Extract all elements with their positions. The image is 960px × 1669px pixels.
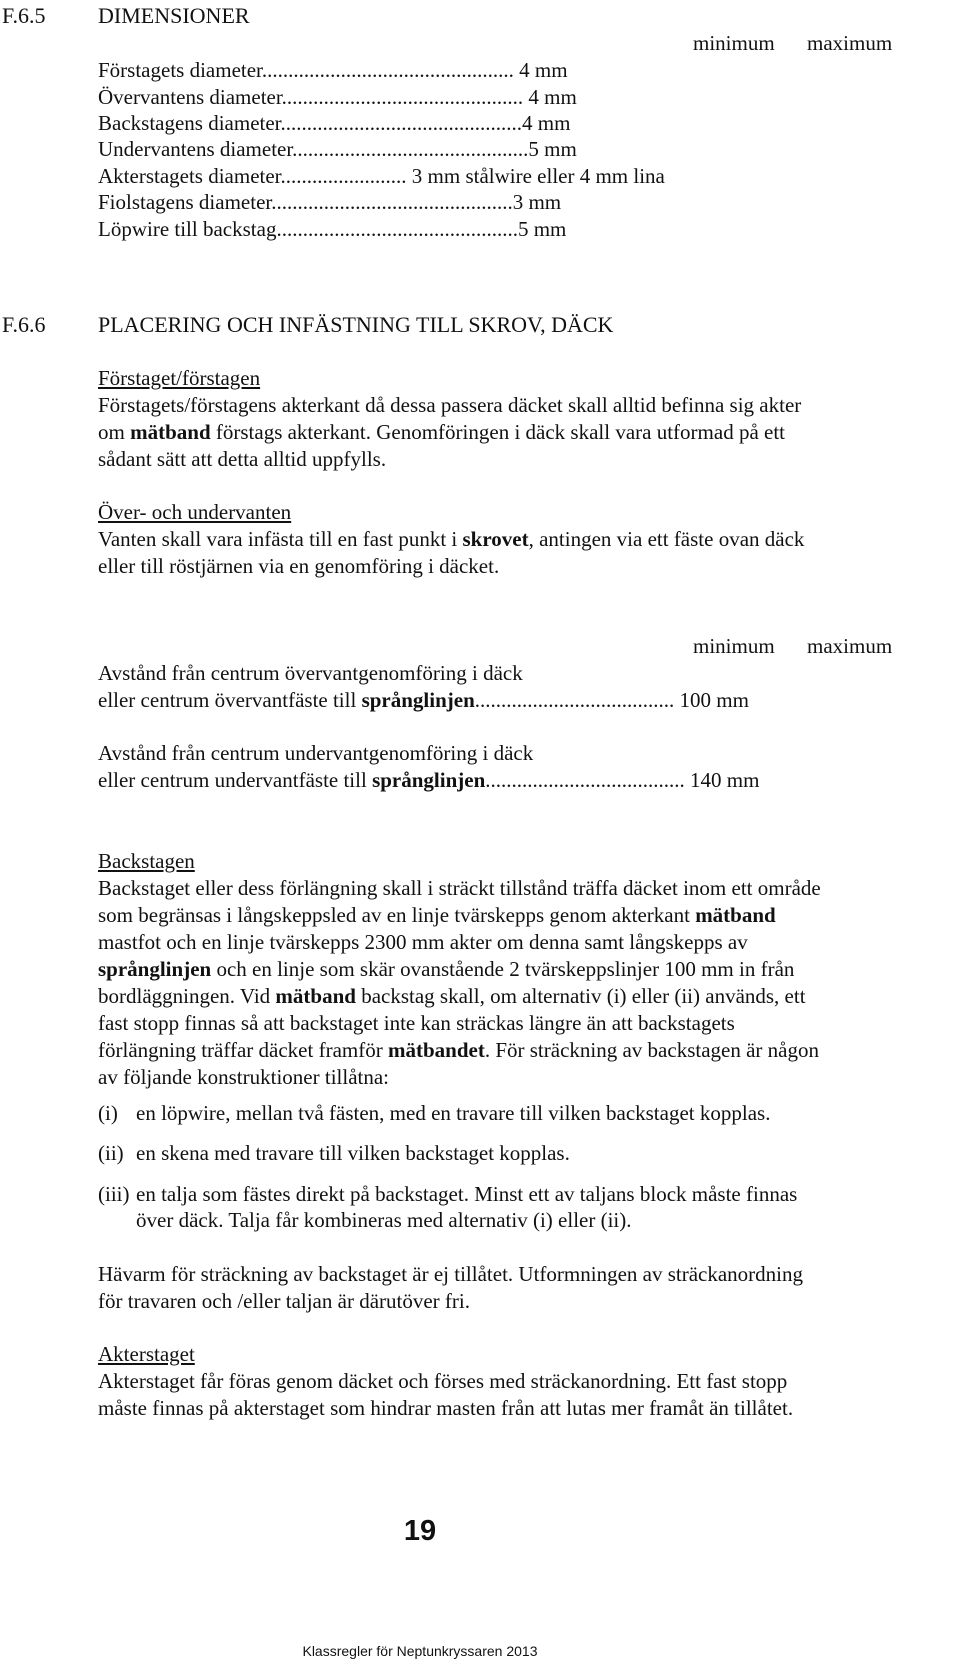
text-line: sådant sätt att detta alltid uppfylls.	[98, 447, 387, 471]
subheading-forstaget: Förstaget/förstagen	[98, 366, 261, 390]
dimension-row: Löpwire till backstag..............................................5 mm	[98, 217, 567, 241]
text-line: av följande konstruktioner tillåtna:	[98, 1065, 390, 1089]
paragraph-akterstaget	[98, 1341, 948, 1422]
bold-term: språnglinjen	[372, 768, 486, 792]
text-line: Avstånd från centrum övervantgenomföring i däck	[98, 661, 523, 685]
list-item-text: en talja som fästes direkt på backstaget. Minst ett av taljans block måste finnas	[136, 1182, 798, 1206]
section-number-f66: F.6.6	[2, 312, 46, 337]
list-item-text-continued: över däck. Talja får kombineras med alternativ (i) eller (ii).	[136, 1208, 632, 1232]
dimension-row: Undervantens diameter.............................................5 mm	[98, 137, 577, 161]
section-number-f65: F.6.5	[2, 3, 46, 28]
distance-overvant	[98, 660, 948, 714]
dimension-row: Fiolstagens diameter..............................................3 mm	[98, 190, 562, 214]
list-marker: (ii)	[98, 1141, 124, 1165]
text-line: Vanten skall vara infästa till en fast punkt i skrovet, antingen via ett fäste ovan däck	[98, 527, 805, 551]
section-title-dimensioner: DIMENSIONER	[98, 3, 250, 28]
bold-term: mätband	[275, 984, 356, 1008]
section-title-placering: PLACERING OCH INFÄSTNING TILL SKROV, DÄCK	[98, 312, 614, 337]
paragraph-backstagen	[98, 848, 948, 1091]
text-line: fast stopp finnas så att backstaget inte kan sträckas längre än att backstagets	[98, 1011, 735, 1035]
bold-term: språnglinjen	[361, 688, 475, 712]
distance-undervant	[98, 740, 948, 794]
text-line: om mätband förstags akterkant. Genomföringen i däck skall vara utformad på ett	[98, 420, 786, 444]
text-line: Backstaget eller dess förlängning skall i sträckt tillstånd träffa däcket inom ett område	[98, 876, 821, 900]
list-item-text: en löpwire, mellan två fästen, med en travare till vilken backstaget kopplas.	[136, 1101, 771, 1125]
list-item-text: en skena med travare till vilken backstaget kopplas.	[136, 1141, 570, 1165]
dimension-row: Backstagens diameter..............................................4 mm	[98, 111, 571, 135]
text-line: mastfot och en linje tvärskepps 2300 mm akter om denna samt långskepps av	[98, 930, 748, 954]
column-header-minimum: minimum	[693, 634, 775, 658]
bold-term: mätband	[130, 420, 211, 444]
bold-term: mätband	[695, 903, 776, 927]
paragraph-vanten	[98, 499, 948, 580]
paragraph-havarm	[98, 1261, 948, 1315]
list-marker: (iii)	[98, 1182, 130, 1206]
column-header-minimum: minimum	[693, 31, 775, 55]
text-line: måste finnas på akterstaget som hindrar masten från att lutas mer framåt än tillåtet.	[98, 1396, 794, 1420]
column-header-maximum: maximum	[807, 31, 893, 55]
dimension-row: Övervantens diameter.............................................. 4 mm	[98, 85, 577, 109]
paragraph-forstaget	[98, 365, 948, 473]
text-line: eller centrum undervantfäste till språnglinjen...................................... 140 mm	[98, 768, 760, 792]
text-line: eller till röstjärnen via en genomföring i däcket.	[98, 554, 500, 578]
text-line: för travaren och /eller taljan är därutöver fri.	[98, 1289, 470, 1313]
text-line: som begränsas i långskeppsled av en linje tvärskepps genom akterkant mätband	[98, 903, 776, 927]
text-line: bordläggningen. Vid mätband backstag skall, om alternativ (i) eller (ii) används, ett	[98, 984, 806, 1008]
bold-term: mätbandet	[387, 1038, 485, 1062]
subheading-akterstaget: Akterstaget	[98, 1342, 195, 1366]
text-line: språnglinjen och en linje som skär ovanstående 2 tvärskeppslinjer 100 mm in från	[98, 957, 795, 981]
text-line: eller centrum övervantfäste till språnglinjen...................................... 100 mm	[98, 688, 749, 712]
subheading-vanten: Över- och undervanten	[98, 500, 292, 524]
subheading-backstagen: Backstagen	[98, 849, 195, 873]
list-marker: (i)	[98, 1101, 118, 1125]
text-line: Hävarm för sträckning av backstaget är ej tillåtet. Utformningen av sträckanordning	[98, 1262, 803, 1286]
bold-term: språnglinjen	[98, 957, 212, 981]
footer-caption: Klassregler för Neptunkryssaren 2013	[302, 1643, 538, 1659]
page-number: 19	[403, 1515, 437, 1547]
text-line: Akterstaget får föras genom däcket och förses med sträckanordning. Ett fast stopp	[98, 1369, 788, 1393]
dimension-row: Förstagets diameter................................................ 4 mm	[98, 58, 568, 82]
text-line: Avstånd från centrum undervantgenomföring i däck	[98, 741, 534, 765]
bold-term: skrovet	[462, 527, 529, 551]
column-header-maximum: maximum	[807, 634, 893, 658]
dimension-row: Akterstagets diameter........................ 3 mm stålwire eller 4 mm lina	[98, 164, 665, 188]
text-line: förlängning träffar däcket framför mätbandet. För sträckning av backstagen är någon	[98, 1038, 819, 1062]
text-line: Förstagets/förstagens akterkant då dessa passera däcket skall alltid befinna sig akter	[98, 393, 802, 417]
